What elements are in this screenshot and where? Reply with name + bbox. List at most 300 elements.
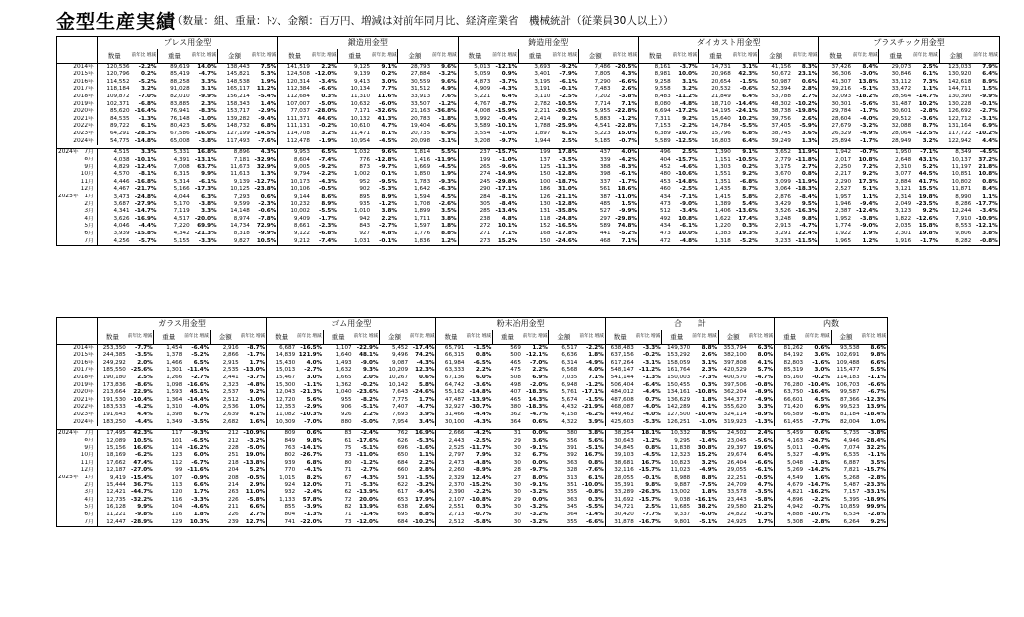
- value-cell: 107,007: [278, 101, 311, 108]
- value-cell: 9,794: [278, 171, 311, 178]
- value-cell: 212: [228, 437, 239, 444]
- yoy-cell: -11.3%: [555, 164, 578, 170]
- value-cell: 2,512: [222, 396, 239, 403]
- yoy-cell: -9.9%: [979, 93, 998, 100]
- value-cell: 7,008: [173, 164, 190, 170]
- value-cell: 1,597: [414, 223, 431, 230]
- sub-header-重量: 重量: [157, 49, 190, 64]
- value-cell: 48,302: [771, 100, 791, 107]
- yoy-cell: 0.8%: [645, 445, 661, 451]
- yoy-cell: -1.3%: [755, 418, 774, 425]
- value-cell: 5,166: [173, 186, 190, 193]
- yoy-cell: -11.5%: [795, 237, 818, 244]
- yoy-cell: 0.6%: [804, 430, 831, 438]
- value-cell: 33,578: [727, 489, 747, 496]
- value-cell: 32: [513, 452, 521, 459]
- value-cell: 11,082: [267, 412, 297, 419]
- yoy-cell: 4.4%: [982, 137, 998, 144]
- table-row: [57, 412, 888, 419]
- value-cell: 141,519: [278, 64, 311, 72]
- yoy-cell: -7.0%: [138, 93, 157, 100]
- value-cell: 12,323: [670, 452, 691, 459]
- value-cell: 9,087: [392, 359, 409, 366]
- value-cell: 1,220: [714, 223, 731, 230]
- yoy-cell: -4.7%: [755, 374, 774, 381]
- value-cell: 7,157: [843, 489, 860, 496]
- yoy-cell: -14.7%: [808, 482, 831, 488]
- table-row: [57, 389, 888, 396]
- yoy-cell: 8.8%: [441, 230, 457, 237]
- value-cell: 434: [638, 223, 671, 230]
- yoy-cell: 8.8%: [418, 511, 435, 518]
- yoy-cell: -12.1%: [975, 223, 998, 230]
- row-label: 2023年: [73, 130, 94, 137]
- yoy-cell: -7.3%: [699, 374, 718, 381]
- yoy-cell: -2.9%: [258, 108, 277, 115]
- value-cell: 75: [344, 445, 352, 451]
- value-cell: 1,133: [267, 497, 297, 504]
- value-cell: 741: [267, 519, 297, 527]
- yoy-cell: -1.5%: [473, 344, 492, 351]
- yoy-cell: -22.8%: [615, 123, 637, 130]
- value-cell: 9,806: [955, 230, 972, 237]
- value-cell: 4,942: [775, 504, 805, 511]
- value-cell: 17,495: [97, 430, 127, 438]
- value-cell: 14,784: [711, 123, 731, 130]
- value-cell: 3,992: [458, 116, 491, 123]
- yoy-cell: 0.9%: [501, 71, 518, 78]
- value-cell: 2,916: [222, 344, 239, 351]
- value-cell: 2,866: [222, 352, 239, 359]
- yoy-cell: -22.0%: [300, 518, 323, 525]
- table-row: [57, 452, 888, 459]
- yoy-cell: 6.9%: [441, 130, 457, 137]
- value-cell: 82: [344, 504, 352, 511]
- sub-header-重量: 重量: [699, 49, 732, 64]
- table-section-1: [56, 36, 1000, 246]
- yoy-cell: 3.5%: [441, 208, 457, 215]
- yoy-cell: -14.8%: [469, 389, 492, 396]
- sub-header-yoy: 前年比 増減: [409, 330, 436, 345]
- value-cell: 213,664: [97, 389, 127, 396]
- table-row: [57, 216, 1000, 223]
- value-cell: 400,570: [723, 374, 747, 381]
- value-cell: 3,687: [97, 201, 130, 208]
- value-cell: 9,827: [233, 237, 250, 244]
- value-cell: 942: [359, 215, 371, 222]
- value-cell: 199: [458, 157, 491, 164]
- value-cell: 5,048: [775, 460, 805, 467]
- value-cell: 29,784: [819, 108, 852, 115]
- yoy-cell: 3.0%: [381, 78, 397, 85]
- value-cell: 30,420: [605, 512, 635, 519]
- yoy-cell: 22.4%: [797, 230, 818, 237]
- value-cell: 111,371: [278, 116, 311, 123]
- value-cell: 6,694: [638, 108, 671, 115]
- value-cell: 4,679: [775, 482, 805, 489]
- yoy-cell: -1.6%: [416, 445, 435, 451]
- sub-header-yoy: 前年比 増減: [431, 49, 458, 64]
- value-cell: 24,709: [727, 482, 747, 488]
- yoy-cell: -9.2%: [559, 63, 578, 70]
- yoy-cell: -4.4%: [134, 418, 153, 425]
- value-cell: 1,364: [166, 396, 183, 403]
- value-cell: 39,216: [819, 86, 852, 93]
- value-cell: 5,459: [775, 430, 805, 438]
- value-cell: 802: [267, 452, 297, 459]
- value-cell: 770: [267, 467, 297, 474]
- yoy-cell: -9.3%: [438, 178, 457, 185]
- row-label: 2024年 7月: [57, 149, 98, 157]
- yoy-cell: 1.8%: [441, 223, 457, 230]
- yoy-cell: -6.6%: [438, 123, 457, 130]
- yoy-cell: -6.5%: [191, 437, 210, 444]
- value-cell: 15,013: [267, 367, 297, 374]
- yoy-cell: -4.7%: [799, 223, 818, 230]
- yoy-cell: -14.8%: [134, 137, 157, 144]
- value-cell: 12,720: [267, 397, 297, 404]
- yoy-cell: -2.8%: [868, 511, 886, 518]
- group-header-4: プラスチック用金型: [819, 37, 999, 50]
- value-cell: 2,535: [222, 367, 239, 374]
- value-cell: 2,390: [436, 489, 466, 496]
- value-cell: 496: [638, 149, 671, 157]
- value-cell: 8,990: [955, 193, 972, 200]
- yoy-cell: -21.1%: [555, 193, 578, 200]
- yoy-cell: -6.1%: [619, 171, 637, 178]
- yoy-cell: 2.5%: [672, 149, 699, 157]
- value-cell: 475: [510, 367, 521, 374]
- value-cell: 638: [397, 504, 409, 511]
- yoy-cell: 4.5%: [441, 193, 457, 200]
- yoy-cell: -9.2%: [319, 164, 337, 170]
- value-cell: 30: [513, 518, 521, 525]
- yoy-cell: -0.4%: [499, 115, 518, 122]
- value-cell: 3,208: [458, 138, 491, 145]
- yoy-cell: -0.5%: [755, 474, 774, 481]
- yoy-cell: -5.8%: [755, 496, 774, 503]
- yoy-cell: 8.8%: [701, 474, 718, 481]
- value-cell: 1,390: [699, 149, 732, 157]
- yoy-cell: -6.1%: [559, 78, 578, 85]
- yoy-cell: -8.3%: [198, 108, 217, 115]
- yoy-cell: -15.7%: [638, 467, 661, 474]
- yoy-cell: -12.4%: [134, 164, 157, 170]
- value-cell: 391: [566, 445, 578, 451]
- value-cell: 84,192: [775, 352, 805, 359]
- yoy-cell: 2.6%: [701, 352, 718, 359]
- yoy-cell: -8.2%: [360, 396, 379, 403]
- yoy-cell: -33.1%: [864, 489, 886, 496]
- yoy-cell: -12.8%: [375, 156, 397, 163]
- value-cell: 1,783: [414, 178, 431, 185]
- yoy-cell: -12.5%: [916, 130, 939, 137]
- value-cell: 30: [513, 445, 521, 451]
- yoy-cell: -17.2%: [675, 108, 698, 115]
- value-cell: 123,033: [948, 63, 972, 70]
- value-cell: 30: [513, 511, 521, 518]
- value-cell: 2,713: [436, 512, 466, 519]
- value-cell: 5,308: [775, 519, 805, 527]
- yoy-cell: -22.8%: [615, 108, 637, 115]
- value-cell: 319,923: [723, 418, 747, 425]
- value-cell: 115,477: [836, 367, 860, 374]
- value-cell: 1,952: [819, 216, 852, 223]
- yoy-cell: 17.8%: [551, 149, 578, 157]
- value-cell: 274: [458, 171, 491, 178]
- value-cell: 15,156: [97, 445, 127, 452]
- group-header-0: プレス用金型: [97, 37, 277, 50]
- value-cell: 5,013: [458, 64, 491, 72]
- yoy-cell: 7.2%: [862, 164, 878, 170]
- value-cell: 3,693: [534, 63, 551, 70]
- value-cell: 131: [539, 208, 551, 215]
- yoy-cell: 9.9%: [201, 171, 217, 178]
- value-cell: 6,315: [173, 171, 190, 178]
- value-cell: 924: [267, 482, 297, 489]
- yoy-cell: -26.7%: [300, 452, 323, 459]
- value-cell: 3,652: [759, 149, 792, 157]
- value-cell: 1,922: [819, 231, 852, 238]
- sub-header-yoy: 前年比 増減: [240, 330, 267, 345]
- value-cell: 65,791: [436, 345, 466, 353]
- value-cell: 932: [267, 489, 297, 496]
- value-cell: 89,619: [170, 63, 190, 70]
- yoy-cell: -8.7%: [247, 344, 266, 351]
- value-cell: 28,055: [605, 475, 635, 482]
- yoy-cell: -9.0%: [360, 359, 379, 366]
- yoy-cell: -17.8%: [555, 230, 578, 237]
- yoy-cell: -5.0%: [319, 100, 337, 107]
- yoy-cell: -18.4%: [864, 411, 886, 418]
- value-cell: 2,290: [819, 179, 852, 186]
- yoy-cell: 2.2%: [418, 459, 435, 466]
- table-row: [57, 382, 888, 389]
- yoy-cell: -5.2%: [619, 230, 637, 237]
- yoy-cell: -5.1%: [360, 445, 379, 451]
- yoy-cell: 6.8%: [306, 459, 323, 466]
- value-cell: 71: [344, 467, 352, 474]
- value-cell: 30: [513, 489, 521, 496]
- yoy-cell: 7.9%: [982, 63, 998, 70]
- yoy-cell: -12.0%: [315, 71, 337, 78]
- sub-header-金額: 金額: [218, 49, 251, 64]
- yoy-cell: -0.6%: [739, 86, 758, 93]
- value-cell: 71: [344, 482, 352, 488]
- yoy-cell: -16.3%: [795, 208, 818, 215]
- value-cell: 112,684: [278, 94, 311, 101]
- value-cell: 4,517: [173, 215, 190, 222]
- value-cell: 1,406: [714, 208, 731, 215]
- value-cell: 284: [458, 194, 491, 201]
- yoy-cell: 1.7%: [757, 518, 774, 525]
- value-cell: 20,532: [711, 86, 731, 93]
- yoy-cell: -5.6%: [755, 437, 774, 444]
- value-cell: 33,112: [891, 78, 912, 85]
- yoy-cell: -0.1%: [379, 237, 397, 244]
- yoy-cell: -8.4%: [799, 193, 818, 200]
- sub-header-数量: 数量: [638, 49, 671, 64]
- row-label: 2015年: [73, 352, 94, 359]
- yoy-cell: -1.4%: [699, 437, 718, 444]
- yoy-cell: -6.8%: [319, 230, 337, 237]
- yoy-cell: 3.2%: [140, 86, 157, 93]
- yoy-cell: -2.8%: [920, 108, 939, 115]
- yoy-cell: 31.0%: [557, 186, 578, 193]
- value-cell: 6,389: [638, 131, 671, 138]
- value-cell: 31,878: [605, 519, 635, 527]
- row-label: 2014年: [73, 344, 94, 351]
- value-cell: 123: [171, 452, 183, 459]
- value-cell: 3,939: [97, 231, 130, 238]
- yoy-cell: 1.0%: [870, 418, 886, 425]
- yoy-cell: -1.4%: [360, 511, 379, 518]
- value-cell: 73: [344, 452, 352, 459]
- value-cell: 28,604: [819, 116, 852, 123]
- value-cell: 397,808: [723, 359, 747, 366]
- yoy-cell: 0.8%: [588, 459, 604, 466]
- value-cell: 109,488: [836, 359, 860, 366]
- sub-header-yoy: 前年比 増減: [191, 49, 218, 64]
- value-cell: 355: [566, 518, 578, 525]
- yoy-cell: -7.4%: [319, 156, 337, 163]
- yoy-cell: -4.8%: [679, 237, 698, 244]
- value-cell: 4,158: [561, 411, 578, 418]
- yoy-cell: 2.6%: [801, 115, 818, 122]
- value-cell: 238: [458, 216, 491, 223]
- value-cell: 2,797: [436, 452, 466, 459]
- yoy-cell: 10.0%: [678, 71, 698, 78]
- value-cell: 2,876: [774, 193, 791, 200]
- yoy-cell: -16.6%: [187, 381, 210, 388]
- value-cell: 5,955: [594, 108, 611, 115]
- yoy-cell: -1.2%: [585, 381, 604, 388]
- yoy-cell: -1.2%: [360, 459, 379, 466]
- yoy-cell: 10.3%: [189, 518, 210, 525]
- value-cell: 120: [171, 489, 183, 496]
- yoy-cell: 7.9%: [475, 452, 492, 459]
- yoy-cell: -7.1%: [912, 149, 939, 157]
- value-cell: 66,315: [436, 352, 466, 359]
- yoy-cell: 10.8%: [678, 215, 698, 222]
- table-row: [57, 367, 888, 374]
- value-cell: 93,538: [839, 344, 860, 351]
- value-cell: 30: [513, 459, 521, 466]
- yoy-cell: 0.6%: [260, 193, 277, 200]
- value-cell: 30,601: [891, 108, 912, 115]
- value-cell: 2,323: [222, 381, 239, 388]
- header-corner-2: [57, 49, 98, 64]
- value-cell: 3,064: [774, 186, 791, 193]
- value-cell: 637,156: [605, 352, 635, 359]
- yoy-cell: -24.6%: [555, 237, 578, 244]
- yoy-cell: -2.2%: [679, 123, 698, 130]
- value-cell: 809: [267, 430, 297, 438]
- yoy-cell: 11.6%: [377, 93, 397, 100]
- value-cell: 3,195: [534, 78, 551, 85]
- value-cell: 15,300: [267, 382, 297, 389]
- yoy-cell: 15.0%: [617, 130, 637, 137]
- yoy-cell: 0.8%: [475, 352, 492, 359]
- yoy-cell: 6.6%: [870, 359, 886, 366]
- value-cell: 762: [380, 430, 410, 438]
- yoy-cell: -7.6%: [258, 137, 277, 144]
- value-cell: 142,289: [667, 404, 691, 411]
- yoy-cell: 0.3%: [742, 223, 758, 230]
- yoy-cell: 10.8%: [978, 171, 998, 178]
- yoy-cell: -29.8%: [615, 215, 637, 222]
- yoy-cell: -2.2%: [138, 63, 157, 70]
- yoy-cell: 6.7%: [532, 452, 548, 459]
- sub-header-yoy: 前年比 増減: [691, 330, 718, 345]
- yoy-cell: -10.0%: [582, 482, 604, 488]
- value-cell: 7,486: [594, 63, 611, 70]
- value-cell: 7,035: [561, 374, 578, 381]
- value-cell: 1,266: [166, 374, 183, 381]
- yoy-cell: -3.1%: [979, 115, 998, 122]
- yoy-cell: 6.1%: [588, 474, 604, 481]
- yoy-cell: -13.4%: [495, 208, 518, 215]
- group-header-1: ゴム用金型: [267, 318, 436, 331]
- yoy-cell: 9.2%: [870, 518, 886, 525]
- yoy-cell: 0.2%: [140, 71, 157, 78]
- value-cell: 35,391: [605, 482, 635, 489]
- yoy-cell: -14.2%: [808, 467, 831, 474]
- yoy-cell: -4.9%: [699, 467, 718, 474]
- table-row: [57, 512, 888, 519]
- yoy-cell: 9.6%: [441, 78, 457, 85]
- value-cell: 7,220: [173, 223, 190, 230]
- value-cell: 9,212: [278, 238, 311, 246]
- yoy-cell: 4.9%: [441, 86, 457, 93]
- value-cell: 10,954: [350, 137, 371, 144]
- yoy-cell: 63.7%: [197, 164, 217, 170]
- yoy-cell: -6.0%: [699, 511, 718, 518]
- value-cell: 9,419: [97, 475, 127, 482]
- yoy-cell: -11.0%: [356, 452, 379, 459]
- yoy-cell: 7.1%: [501, 230, 518, 237]
- value-cell: 18,169: [97, 452, 127, 459]
- value-cell: 313: [566, 474, 578, 481]
- table-row: [57, 430, 888, 438]
- row-label: 2025年 1月: [58, 193, 94, 200]
- value-cell: 32,927: [436, 404, 466, 411]
- yoy-cell: -10.4%: [131, 396, 153, 403]
- value-cell: 2,682: [222, 418, 239, 425]
- yoy-cell: 10.0%: [678, 230, 698, 237]
- value-cell: 5,314: [173, 178, 190, 185]
- value-cell: 4,046: [97, 223, 130, 230]
- value-cell: 183,533: [97, 404, 127, 411]
- value-cell: 10,802: [951, 178, 972, 185]
- value-cell: 480: [638, 171, 671, 178]
- value-cell: 82,010: [170, 93, 190, 100]
- value-cell: 145,821: [226, 71, 250, 78]
- yoy-cell: -3.5%: [134, 352, 153, 359]
- value-cell: 30,559: [410, 78, 431, 85]
- yoy-cell: 2.8%: [801, 86, 818, 93]
- yoy-cell: -11.2%: [638, 367, 661, 374]
- sub-header-数量: 数量: [97, 49, 130, 64]
- yoy-cell: -17.6%: [356, 437, 379, 444]
- value-cell: 498: [510, 381, 521, 388]
- yoy-cell: -1.2%: [438, 100, 457, 107]
- value-cell: 776: [359, 156, 371, 163]
- header-corner-2: [57, 330, 98, 345]
- value-cell: 83: [323, 430, 353, 438]
- yoy-cell: -7.8%: [258, 215, 277, 222]
- yoy-cell: -16.7%: [638, 518, 661, 525]
